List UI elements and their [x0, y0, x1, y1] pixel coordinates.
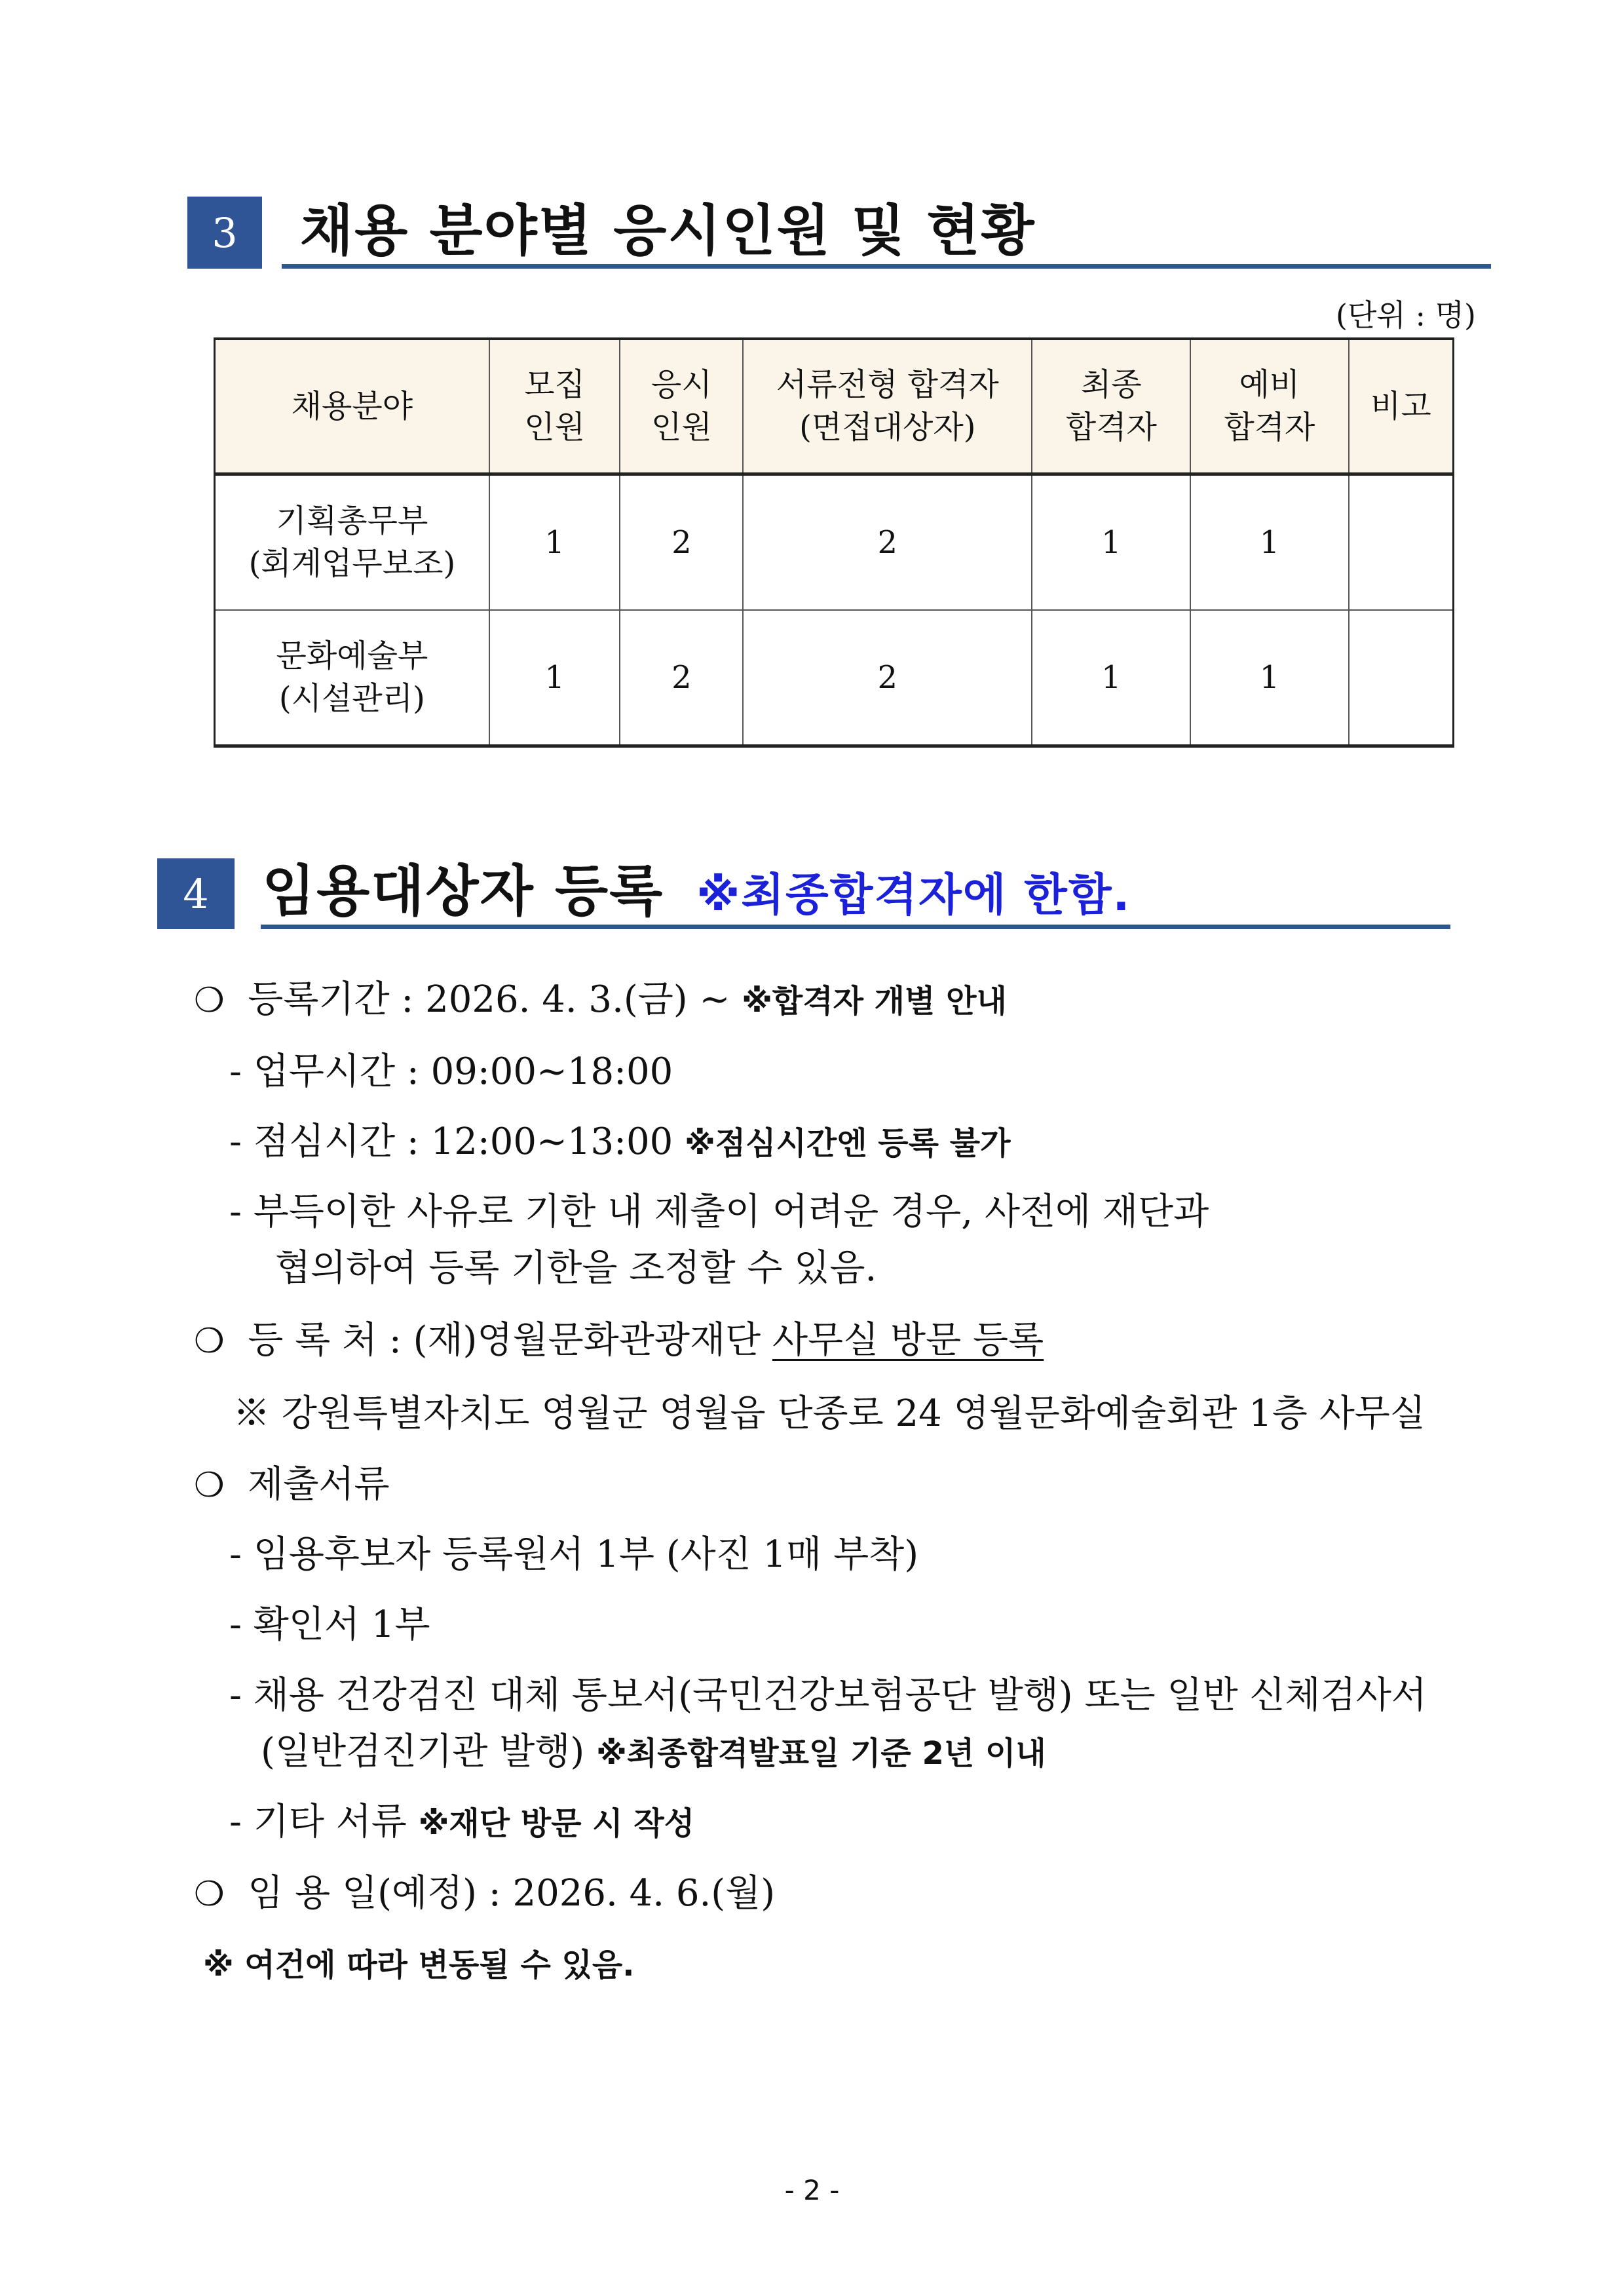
- th-note: 비고: [1349, 339, 1454, 474]
- change-notice: ※ 여건에 따라 변동될 수 있음.: [203, 1947, 635, 1983]
- work-hours: - 업무시간 : 09:00~18:00: [229, 1050, 673, 1093]
- cell-field: 기획총무부 (회계업무보조): [215, 474, 489, 611]
- table-row: [215, 610, 1454, 746]
- bullet-icon: ❍: [194, 981, 225, 1020]
- section4-title: 임용대상자 등록: [262, 859, 664, 923]
- unavoidable-line-1: - 부득이한 사유로 기한 내 제출이 어려운 경우, 사전에 재단과: [229, 1191, 1209, 1233]
- cell-recruit: 1: [489, 610, 620, 746]
- cell-note: [1349, 474, 1454, 611]
- doc-item-3-line-1: - 채용 건강검진 대체 통보서(국민건강보험공단 발행) 또는 일반 신체검사서: [229, 1674, 1427, 1717]
- cell-applied: 2: [620, 610, 743, 746]
- bullet-icon: ❍: [194, 1322, 225, 1361]
- doc-item-1: - 임용후보자 등록원서 1부 (사진 1매 부착): [229, 1533, 919, 1576]
- table-header-row: [215, 339, 1454, 474]
- section3-header: [187, 197, 1491, 269]
- section4-title-note: ※최종합격자에 한함.: [696, 870, 1131, 921]
- doc-item-4: - 기타 서류 ※재단 방문 시 작성: [229, 1801, 695, 1843]
- th-applied: 응시 인원: [620, 339, 743, 474]
- unit-label: (단위 : 명): [1336, 297, 1476, 333]
- section4-number: 4: [157, 858, 235, 929]
- unavoidable-line-2: 협의하여 등록 기한을 조정할 수 있음.: [275, 1247, 877, 1290]
- recruitment-table: [214, 337, 1454, 748]
- cell-applied: 2: [620, 474, 743, 611]
- registration-place: ❍ 등 록 처 : (재)영월문화관광재단 사무실 방문 등록: [194, 1319, 1044, 1362]
- table-row: [215, 474, 1454, 611]
- section3-number: 3: [187, 197, 262, 269]
- section3-underline: [282, 264, 1491, 269]
- submission-documents: ❍ 제출서류: [194, 1463, 390, 1506]
- registration-period: ❍ 등록기간 : 2026. 4. 3.(금) ~ ※합격자 개별 안내: [194, 978, 1007, 1021]
- th-reserve: 예비 합격자: [1190, 339, 1349, 474]
- bullet-icon: ❍: [194, 1875, 225, 1914]
- cell-note: [1349, 610, 1454, 746]
- office-address: ※ 강원특별자치도 영월군 영월읍 단종로 24 영월문화예술회관 1층 사무실: [233, 1392, 1426, 1435]
- appointment-date: ❍ 임 용 일(예정) : 2026. 4. 6.(월): [194, 1872, 776, 1915]
- th-final: 최종 합격자: [1032, 339, 1190, 474]
- cell-reserve: 1: [1190, 474, 1349, 611]
- lunch-hours: - 점심시간 : 12:00~13:00 ※점심시간엔 등록 불가: [229, 1120, 1011, 1163]
- cell-recruit: 1: [489, 474, 620, 611]
- cell-doc-pass: 2: [743, 610, 1032, 746]
- cell-doc-pass: 2: [743, 474, 1032, 611]
- th-doc-pass: 서류전형 합격자 (면접대상자): [743, 339, 1032, 474]
- section4-title-wrap: [262, 847, 1131, 927]
- cell-final: 1: [1032, 610, 1190, 746]
- th-recruit: 모집 인원: [489, 339, 620, 474]
- cell-reserve: 1: [1190, 610, 1349, 746]
- page-number: - 2 -: [784, 2174, 840, 2206]
- cell-final: 1: [1032, 474, 1190, 611]
- th-field: 채용분야: [215, 339, 489, 474]
- section4-header: [157, 857, 1450, 929]
- doc-item-2: - 확인서 1부: [229, 1603, 430, 1646]
- section4-underline: [261, 925, 1450, 929]
- doc-item-3-line-2: (일반검진기관 발행) ※최종합격발표일 기준 2년 이내: [261, 1731, 1046, 1773]
- bullet-icon: ❍: [194, 1466, 225, 1505]
- section3-title: 채용 분야별 응시인원 및 현황: [300, 199, 1036, 263]
- cell-field: 문화예술부 (시설관리): [215, 610, 489, 746]
